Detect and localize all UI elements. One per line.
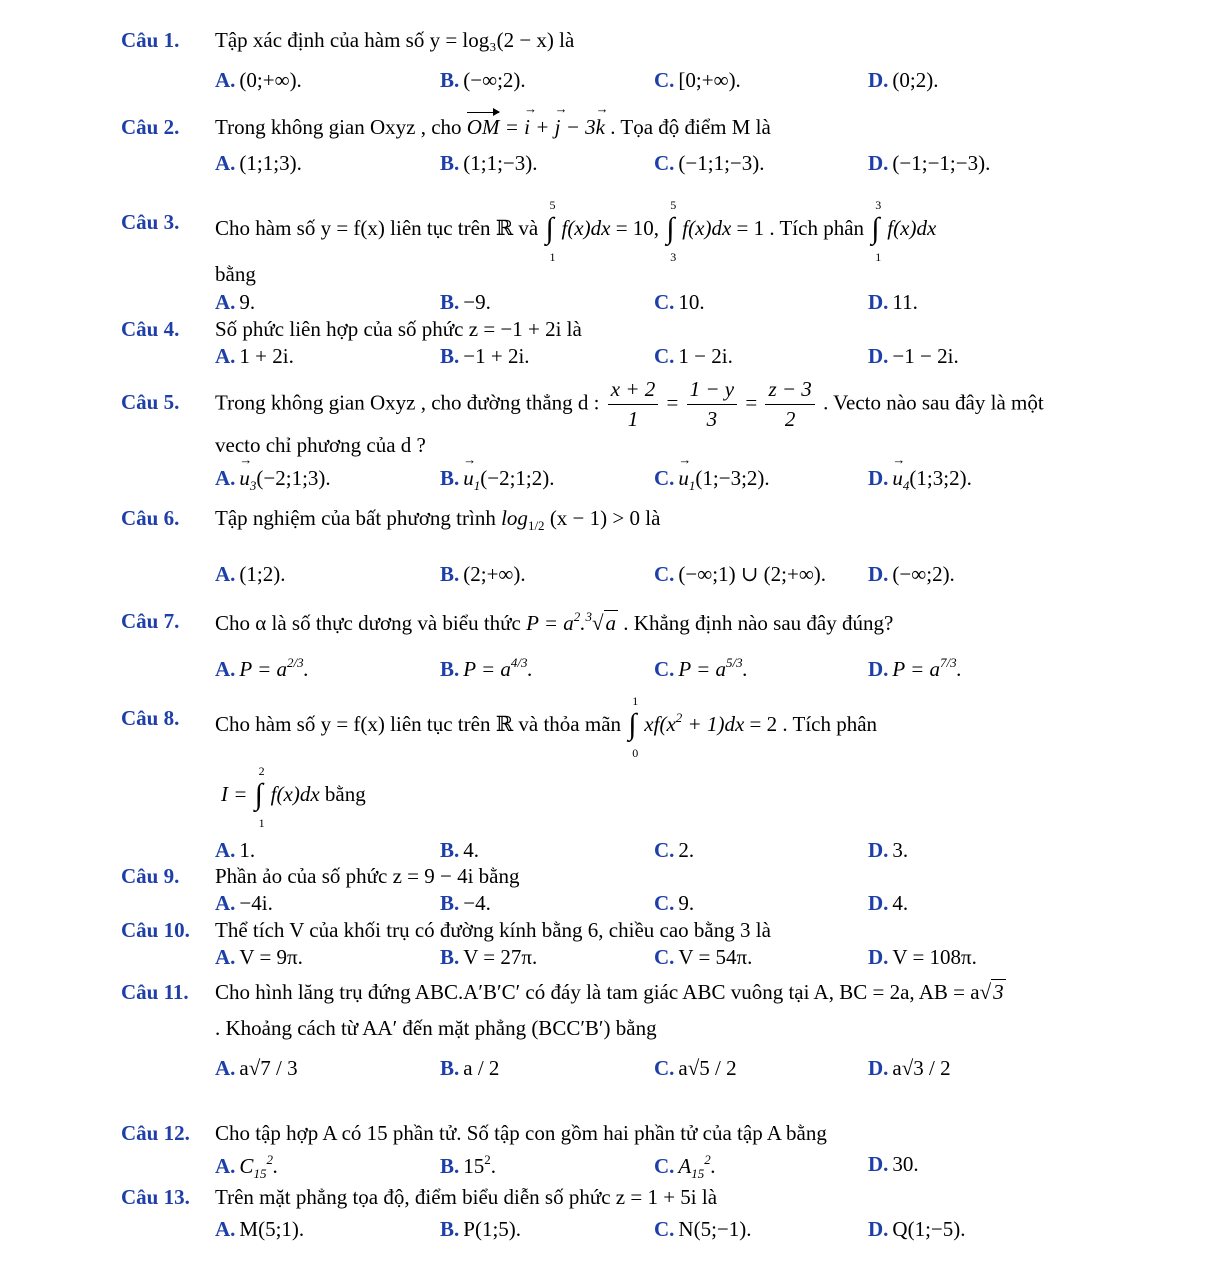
option-a[interactable]: $A.\to u_3(-2;1;3)$. [215, 466, 331, 494]
option-b[interactable]: B. 4. [440, 838, 480, 862]
question-stem: Tập nghiệm của bất phương trình $\log_{1/2} (x - 1) > 0$ là [215, 506, 661, 533]
option-a[interactable]: A. $C_{15}^2$. [215, 1152, 279, 1181]
question-number: Câu 3. [121, 210, 180, 234]
option-c[interactable]: $C.\to u_1(1;-3;2)$. [654, 466, 770, 494]
option-c[interactable]: C. N(5;−1). [654, 1217, 752, 1241]
option-c[interactable]: C. (−1;1;−3). [654, 151, 765, 175]
question-number: Câu 9. [121, 864, 180, 888]
option-c[interactable]: C. 9. [654, 891, 695, 915]
question-number: Câu 1. [121, 28, 180, 52]
option-d[interactable]: D. 30. [868, 1152, 919, 1176]
option-a[interactable]: A. 1. [215, 838, 256, 862]
option-b[interactable]: B. −1 + 2i. [440, 344, 530, 368]
option-c[interactable]: C. 1 − 2i. [654, 344, 733, 368]
option-b[interactable]: B. −4. [440, 891, 491, 915]
option-b[interactable]: B. (−∞;2). [440, 68, 526, 92]
option-d[interactable]: D. (−∞;2). [868, 562, 955, 586]
option-c[interactable]: C. 10. [654, 290, 705, 314]
question-stem-cont: bằng [215, 262, 256, 286]
question-stem: Số phức liên hợp của số phức z = −1 + 2i là [215, 317, 582, 341]
option-d[interactable]: $D.\to u_4(1;3;2)$. [868, 466, 972, 494]
option-d[interactable]: D. Q(1;−5). [868, 1217, 966, 1241]
question-stem: Trên mặt phẳng tọa độ, điểm biểu diễn số phức z = 1 + 5i là [215, 1185, 718, 1209]
option-a[interactable]: A. −4i. [215, 891, 273, 915]
option-a[interactable]: A. a√7 / 3 [215, 1056, 298, 1080]
question-stem: Cho hàm số y = f(x) liên tục trên ℝ và thỏa mãn 1 ∫ 0 $xf(x^2 + 1)dx = 2$ . Tích phân [215, 694, 878, 760]
option-c[interactable]: C. V = 54π. [654, 945, 753, 969]
option-d[interactable]: D. V = 108π. [868, 945, 977, 969]
question-stem: Trong không gian Oxyz , cho đường thẳng d : $\frac{x + 2}{1}$ = $\frac{1 - y}{3}$ = $\frac{z - 3}{2}$ . Vecto nào sau đây là một [215, 377, 1044, 432]
option-a[interactable]: A. 9. [215, 290, 256, 314]
question-number: Câu 5. [121, 390, 180, 414]
option-c[interactable]: C. [0;+∞). [654, 68, 741, 92]
question-stem: Cho hàm số y = f(x) liên tục trên ℝ và 5 ∫ 1 f(x)dx = 10, 5 ∫ 3 f(x)dx = 1 . Tích phân 3 ∫ 1 f(x)dx [215, 198, 937, 264]
option-b[interactable]: B. −9. [440, 290, 491, 314]
option-b[interactable]: B. P(1;5). [440, 1217, 522, 1241]
option-a[interactable]: A. $P = a^{2/3}$. [215, 655, 309, 681]
option-a[interactable]: A. M(5;1). [215, 1217, 305, 1241]
question-stem: Cho tập hợp A có 15 phần tử. Số tập con gồm hai phần tử của tập A bằng [215, 1121, 827, 1145]
question-number: Câu 10. [121, 918, 190, 942]
question-stem: Phần ảo của số phức z = 9 − 4i bằng [215, 864, 520, 888]
question-number: Câu 13. [121, 1185, 190, 1209]
question-number: Câu 7. [121, 609, 180, 633]
option-d[interactable]: D. −1 − 2i. [868, 344, 959, 368]
option-d[interactable]: D. (−1;−1;−3). [868, 151, 991, 175]
question-stem-cont: vecto chỉ phương của d ? [215, 433, 426, 457]
option-d[interactable]: D. 11. [868, 290, 918, 314]
option-a[interactable]: A. (1;1;3). [215, 151, 302, 175]
question-stem: Trong không gian Oxyz , cho OM = → i + → j − 3→ k . Tọa độ điểm M là [215, 115, 1115, 140]
option-d[interactable]: D. 3. [868, 838, 909, 862]
question-number: Câu 8. [121, 706, 180, 730]
integral-expression: I = 2 ∫ 1 f(x)dx bằng [221, 764, 366, 830]
question-stem: Cho α là số thực dương và biểu thức $P = a^2.^3√a$ . Khẳng định nào sau đây đúng? [215, 609, 894, 635]
question-number: Câu 11. [121, 980, 189, 1004]
option-b[interactable]: B. (2;+∞). [440, 562, 526, 586]
option-a[interactable]: A. (1;2). [215, 562, 286, 586]
option-c[interactable]: C. (−∞;1) ∪ (2;+∞). [654, 562, 827, 586]
option-d[interactable]: D. $P = a^{7/3}$. [868, 655, 962, 681]
question-stem: Thể tích V của khối trụ có đường kính bằng 6, chiều cao bằng 3 là [215, 918, 771, 942]
option-c[interactable]: C. $P = a^{5/3}$. [654, 655, 748, 681]
question-number: Câu 4. [121, 317, 180, 341]
option-c[interactable]: C. a√5 / 2 [654, 1056, 737, 1080]
option-d[interactable]: D. 4. [868, 891, 909, 915]
question-number: Câu 2. [121, 115, 180, 139]
option-b[interactable]: B. $P = a^{4/3}$. [440, 655, 533, 681]
option-c[interactable]: C. $A_{15}^2$. [654, 1152, 716, 1181]
question-stem: Cho hình lăng trụ đứng ABC.A′B′C′ có đáy là tam giác ABC vuông tại A, BC = 2a, AB = a√3 [215, 980, 1004, 1004]
question-number: Câu 12. [121, 1121, 190, 1145]
option-d[interactable]: D. a√3 / 2 [868, 1056, 951, 1080]
question-stem: Tập xác định của hàm số y = log₃(2 − x) là [215, 28, 575, 52]
option-b[interactable]: B. $15^2$. [440, 1152, 497, 1178]
option-d[interactable]: D. (0;2). [868, 68, 939, 92]
option-a[interactable]: A. 1 + 2i. [215, 344, 294, 368]
option-a[interactable]: A. (0;+∞). [215, 68, 302, 92]
question-stem-cont: . Khoảng cách từ AA′ đến mặt phẳng (BCC′B′) bằng [215, 1016, 657, 1040]
option-b[interactable]: B. a / 2 [440, 1056, 500, 1080]
option-c[interactable]: C. 2. [654, 838, 695, 862]
option-b[interactable]: $B.\to u_1(-2;1;2)$. [440, 466, 555, 494]
question-number: Câu 6. [121, 506, 180, 530]
option-b[interactable]: B. V = 27π. [440, 945, 538, 969]
option-a[interactable]: A. V = 9π. [215, 945, 303, 969]
option-b[interactable]: B. (1;1;−3). [440, 151, 538, 175]
